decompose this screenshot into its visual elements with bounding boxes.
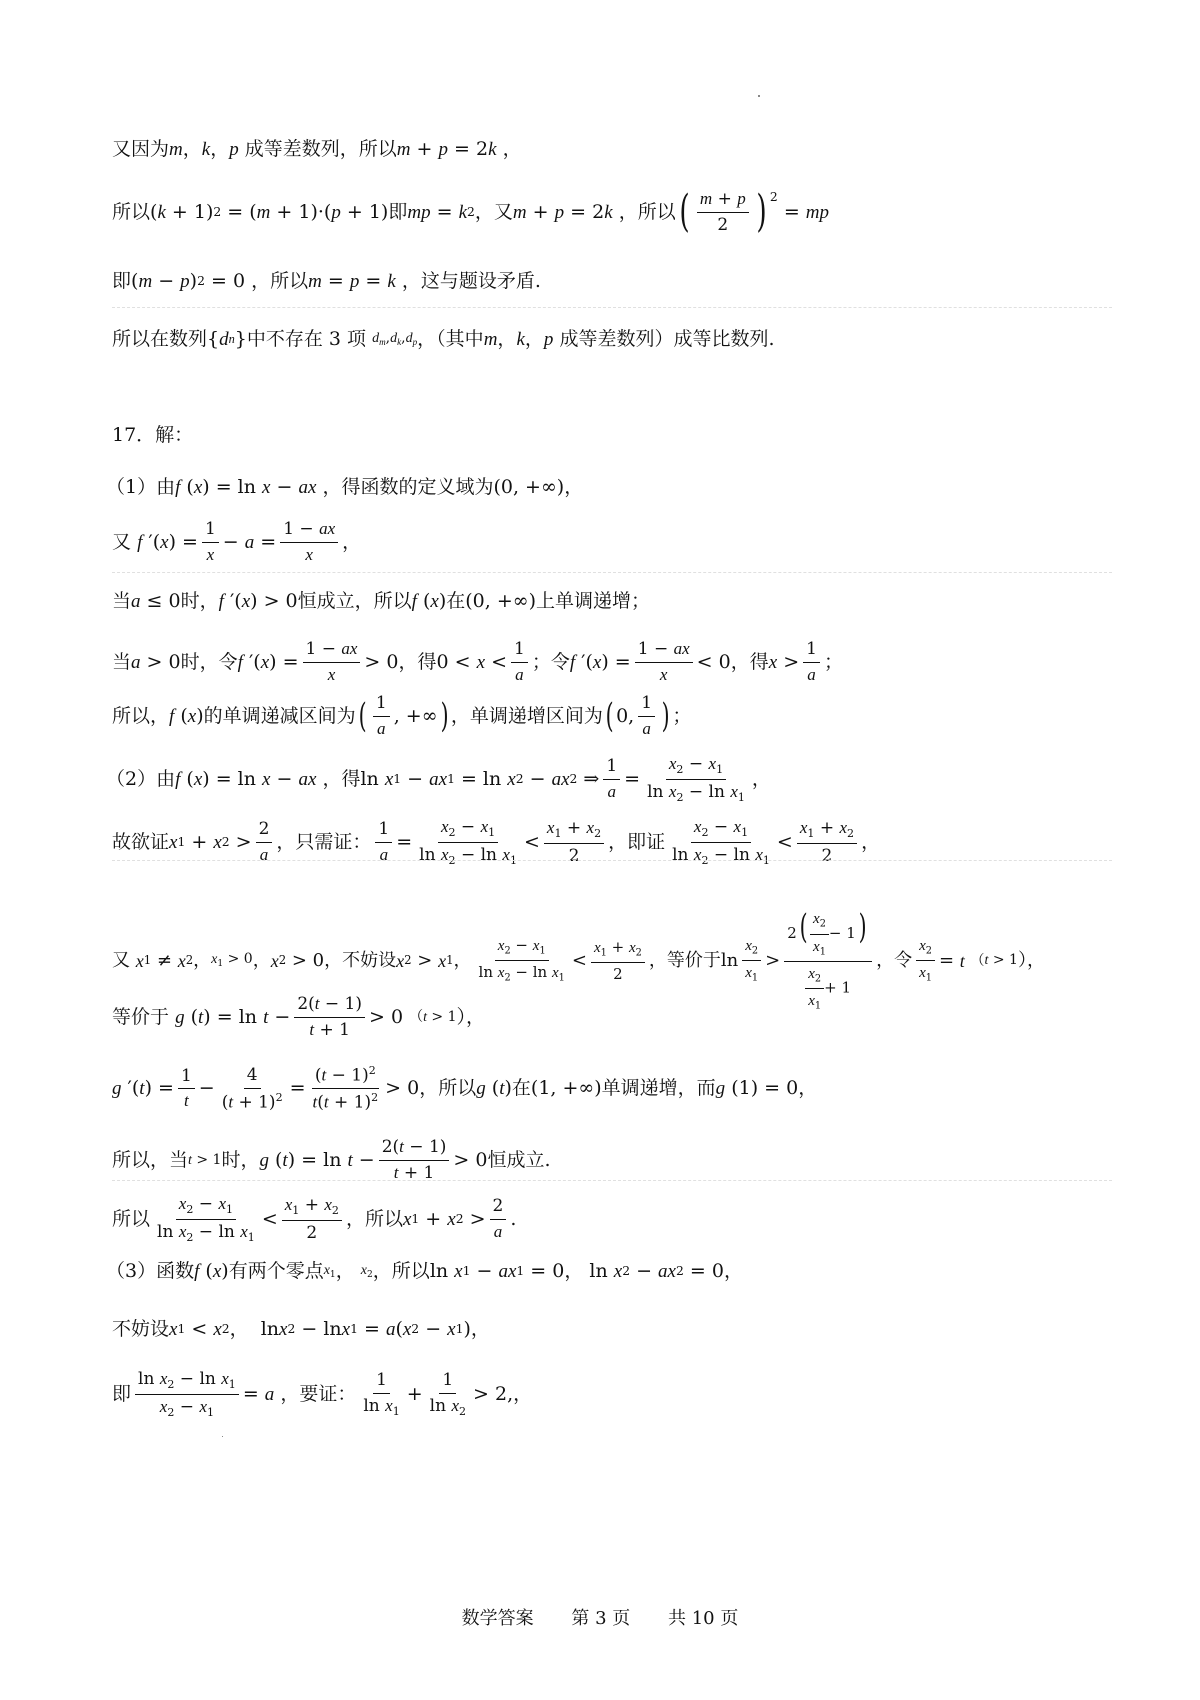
text: ，这与题设矛盾. bbox=[401, 270, 541, 292]
text: 时，令 bbox=[180, 650, 238, 673]
footer-subject: 数学答案 bbox=[461, 1608, 534, 1629]
line-2: 所以 ( k + 1) 2 = ( m + 1)·( p + 1) 即 mp = k 2 ，又 m + p = 2 k ，所以 ( $\frac{m + p}{2}$ ) 2 = mp bbox=[112, 186, 830, 238]
line-1: 又因为 m ， k ， p 成等差数列，所以 m + p = 2 k ， bbox=[112, 138, 522, 160]
line-20: 即 $\frac{\ln x_2 - \ln x_1}{x_2 - x_1}$ = a ，要证： $\frac{1}{\ln x_1}$ + $\frac{1}{\ln x_2}$ > 2, ， bbox=[112, 1369, 533, 1419]
line-11: （2）由 f ( x ) = ln x − ax ，得 ln x 1 − ax 1 = ln x 2 − ax 2 ⇒ $\frac{1}{a}$ = $\frac{x_2 - x_1}{\ln x_2 - \ln x_1}$ ， bbox=[106, 754, 771, 804]
text: ， bbox=[524, 328, 544, 350]
text: 等价于 bbox=[112, 1005, 170, 1028]
footer-total-pages: 共 10 页 bbox=[668, 1608, 739, 1629]
text: （ bbox=[970, 952, 985, 969]
text: ，得函数的定义域为 bbox=[322, 476, 494, 498]
line-12: 故欲证 x 1 + x 2 > $\frac{2}{a}$ ，只需证： $\frac{1}{a}$ = $\frac{x_2 - x_1}{\ln x_2 - \ln x_1}$ < $\frac{x_1 + x_2}{2}$ ，即证 $\frac{x_2 - x_1}{\ln x_2 - \ln x_1}$ < $\frac{x_1 + x_2}{2}$ ， bbox=[112, 817, 881, 867]
divider bbox=[112, 860, 1112, 861]
text: ， bbox=[798, 1077, 818, 1100]
text: 时， bbox=[221, 1148, 260, 1171]
text: 成等差数列）成等比数列. bbox=[559, 328, 775, 350]
text: ； bbox=[672, 704, 692, 727]
text: ；令 bbox=[531, 650, 570, 673]
text: 所以，当 bbox=[112, 1148, 189, 1171]
text: ，令 bbox=[876, 949, 913, 971]
text: ）， bbox=[456, 1005, 486, 1028]
text: ， bbox=[751, 768, 771, 790]
text: ， bbox=[252, 949, 271, 971]
text: 上单调递增； bbox=[536, 590, 651, 612]
text: 所以 bbox=[112, 1208, 151, 1230]
text: 中不存在 3 项 bbox=[246, 328, 367, 350]
line-10: 所以， f ( x ) 的单调递减区间为 ( $\frac{1}{a}$ , +∞ ) ，单调递增区间为 ( 0, $\frac{1}{a}$ ) ； bbox=[112, 693, 692, 738]
text: ， bbox=[723, 1260, 743, 1282]
text: ， bbox=[335, 1260, 355, 1282]
text: 所以 bbox=[112, 200, 151, 223]
divider bbox=[112, 1180, 1112, 1181]
text: 所以， bbox=[112, 704, 170, 727]
text: 在 bbox=[511, 1077, 531, 1100]
text: ， bbox=[193, 949, 212, 971]
text: ； bbox=[823, 650, 843, 673]
line-6: （1）由 f ( x ) = ln x − ax ，得函数的定义域为 (0, +∞) ， bbox=[106, 476, 584, 498]
text: 即 bbox=[112, 270, 132, 292]
text: 不妨设 bbox=[112, 1318, 170, 1340]
text: ，单调递增区间为 bbox=[450, 704, 603, 727]
text: ， bbox=[342, 530, 362, 553]
text: 当 bbox=[112, 590, 132, 612]
text: （1）由 bbox=[106, 476, 176, 498]
text: ， bbox=[470, 1318, 490, 1340]
text: ，即证 bbox=[608, 831, 666, 853]
speck bbox=[758, 95, 760, 97]
line-7: 又 f ′( x ) = $\frac{1}{x}$ − a = $\frac{1 - ax}{x}$ ， bbox=[112, 519, 362, 564]
text: ，等价于 bbox=[648, 949, 721, 971]
line-18: （3）函数 f ( x ) 有两个零点 $x_1$ ， $x_2$ ，所以 ln x 1 − ax 1 = 0， ln x 2 − ax 2 = 0 ， bbox=[106, 1260, 743, 1282]
text: ， bbox=[453, 949, 472, 971]
text: 恒成立. bbox=[487, 1148, 551, 1171]
text: 时， bbox=[180, 590, 219, 612]
text: 即 bbox=[112, 1383, 132, 1405]
text: ， bbox=[502, 138, 522, 160]
divider bbox=[112, 307, 1112, 308]
text: ，得 bbox=[730, 650, 769, 673]
text: ，只需证： bbox=[276, 831, 372, 853]
text: （2）由 bbox=[106, 768, 176, 790]
text: 17．解： bbox=[112, 424, 194, 446]
text: ， bbox=[564, 476, 584, 498]
text: . bbox=[510, 1208, 517, 1230]
line-9: 当 a > 0 时，令 f ′( x ) = $\frac{1 - ax}{x}$ > 0 ，得 0 < x < $\frac{1}{a}$ ；令 f ′( x ) = $\frac{1 - ax}{x}$ < 0 ，得 x > $\frac{1}{a}$ ； bbox=[112, 639, 843, 684]
text: ， bbox=[182, 138, 202, 160]
text: 恒成立，所以 bbox=[297, 590, 412, 612]
text: 所以在数列 bbox=[112, 328, 208, 350]
line-19: 不妨设 x 1 < x 2 ， ln x 2 − ln x 1 = a ( x 2 − x 1 ) ， bbox=[112, 1318, 490, 1340]
text: 有两个零点 bbox=[228, 1260, 324, 1282]
text: ， bbox=[229, 1318, 249, 1340]
footer-page-number: 第 3 页 bbox=[571, 1608, 631, 1629]
text: （ bbox=[409, 1009, 424, 1026]
text: ，不妨设 bbox=[324, 949, 397, 971]
problem-17-heading bbox=[112, 426, 193, 445]
text: ）， bbox=[1017, 949, 1045, 971]
text: ，所以 bbox=[372, 1260, 430, 1282]
line-16: 所以，当 t > 1 时， g ( t ) = ln t − $\frac{2(t - 1)}{t + 1}$ > 0 恒成立. bbox=[112, 1137, 551, 1183]
text: ，得 bbox=[398, 650, 437, 673]
line-3: 即 ( m − p ) 2 = 0 ，所以 m = p = k ，这与题设矛盾. bbox=[112, 270, 541, 292]
divider bbox=[112, 572, 1112, 573]
text: 又 bbox=[112, 949, 130, 971]
text: ，又 bbox=[474, 200, 513, 223]
text: ，得 bbox=[322, 768, 361, 790]
line-15: g ′( t ) = $\frac{1}{t}$ − $\frac{4}{(t + 1)^2}$ = $\frac{(t - 1)^2}{t(t + 1)^2}$ > 0 ，所以 g ( t ) 在 (1, +∞) 单调递增，而 g (1) = 0 ， bbox=[112, 1064, 818, 1113]
text: ，所以 bbox=[618, 200, 676, 223]
line-14: 等价于 g ( t ) = ln t − $\frac{2(t - 1)}{t + 1}$ > 0 （ t > 1 ）， bbox=[112, 994, 486, 1040]
line-13: 又 x 1 ≠ x 2 ， $x_1 > 0$ ， x 2 > 0 ，不妨设 x 2 > x 1 ， $\frac{x_2 - x_1}{\ln x_2 - \ln x_1}$ < $\frac{x_1 + x_2}{2}$ ，等价于 ln $\frac{x_2}{x_1}$ > 2( $\frac{x_2}{x_1}$ − 1) $\frac{x_2}{x_1}$ + 1 ，令 $\frac{x_2}{x_1}$ = t （ t > 1 ）， bbox=[112, 907, 1045, 1012]
text: 又因为 bbox=[112, 138, 170, 160]
text: ，所以 bbox=[345, 1208, 403, 1230]
text: 当 bbox=[112, 650, 132, 673]
text: ， bbox=[861, 831, 881, 853]
text: ，（其中 bbox=[417, 328, 484, 350]
text: 的单调递减区间为 bbox=[203, 704, 356, 727]
text: 故欲证 bbox=[112, 831, 170, 853]
text: ， bbox=[497, 328, 517, 350]
text: 即 bbox=[388, 200, 408, 223]
text: 又 bbox=[112, 530, 132, 553]
line-8: 当 a ≤ 0 时， f ′( x ) > 0 恒成立，所以 f ( x ) 在 (0, +∞) 上单调递增； bbox=[112, 590, 651, 612]
text: 在 bbox=[446, 590, 466, 612]
text: ， bbox=[513, 1383, 533, 1405]
text: 单调递增，而 bbox=[601, 1077, 716, 1100]
page-footer bbox=[0, 1604, 1200, 1630]
text: （3）函数 bbox=[106, 1260, 195, 1282]
line-17: 所以 $\frac{x_2 - x_1}{\ln x_2 - \ln x_1}$ < $\frac{x_1 + x_2}{2}$ ，所以 x 1 + x 2 > $\frac{2}{a}$ . bbox=[112, 1194, 517, 1244]
text: ， bbox=[210, 138, 230, 160]
text: ，所以 bbox=[419, 1077, 477, 1100]
text: ，所以 bbox=[251, 270, 309, 292]
text: 成等差数列，所以 bbox=[244, 138, 397, 160]
line-4: 所以在数列 { d n } 中不存在 3 项 $d_m,d_k,d_p$ ，（其中 m ， k ， p 成等差数列）成等比数列. bbox=[112, 328, 775, 350]
text: ，要证： bbox=[280, 1383, 357, 1405]
speck bbox=[222, 1436, 223, 1437]
